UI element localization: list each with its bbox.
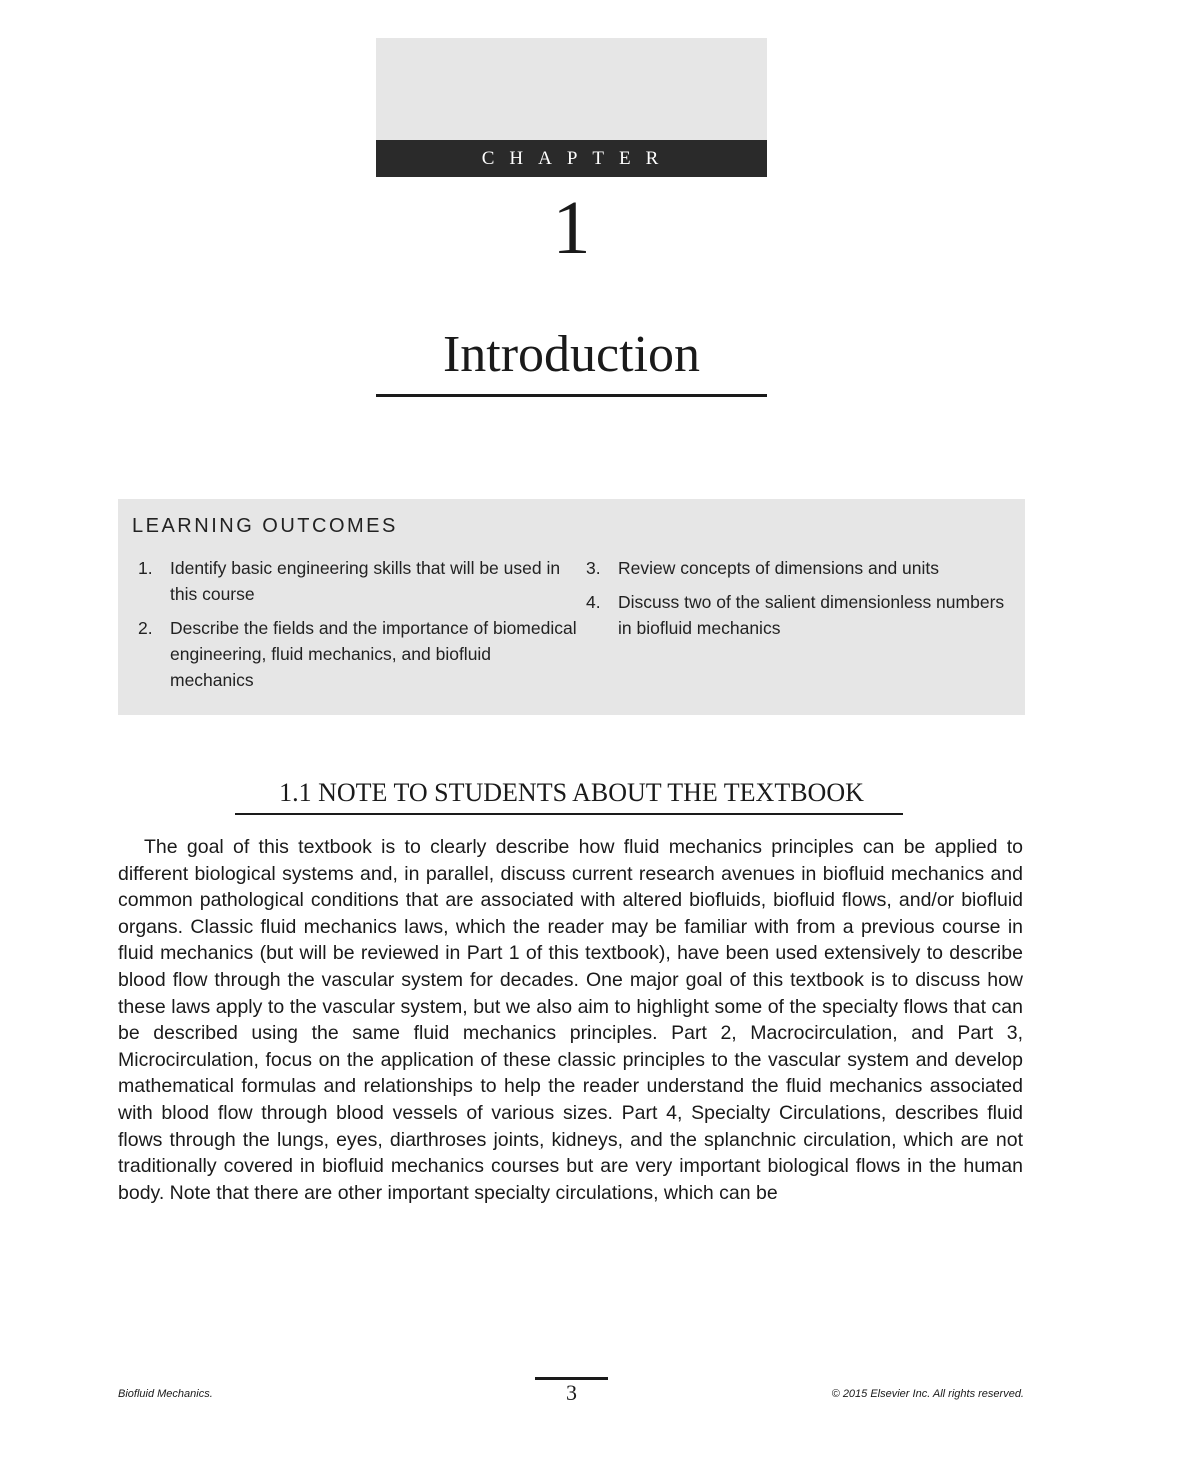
outcome-number: 3. (586, 558, 601, 578)
outcome-item (586, 589, 1006, 641)
section-heading: 1.1 NOTE TO STUDENTS ABOUT THE TEXTBOOK (279, 778, 864, 807)
learning-outcomes-heading: LEARNING OUTCOMES (132, 515, 398, 537)
outcome-number: 1. (138, 558, 153, 578)
learning-outcomes-box (118, 499, 1025, 715)
outcome-text: Describe the fields and the importance of biomedical engineering, fluid mechanics, and biofluid mechanics (170, 618, 577, 690)
outcome-item (138, 555, 578, 607)
outcomes-column-right (586, 555, 1006, 701)
outcomes-column-left (138, 555, 578, 701)
outcome-text: Discuss two of the salient dimensionless numbers in biofluid mechanics (618, 592, 1005, 638)
body-paragraph: The goal of this textbook is to clearly describe how fluid mechanics principles can be applied to different biological systems and, in parallel, discuss current research avenues in biofluid mechanics and common pathological conditions that are associated with altered biofluids, biofluid flows, and/or biofluid organs. Classic fluid mechanics laws, which the reader may be familiar with from a previous course in fluid mechanics (but will be reviewed in Part 1 of this textbook), have been used extensively to describe blood flow through the vascular system for decades. One major goal of this textbook is to discuss how these laws apply to the vascular system, but we also aim to highlight some of the specialty flows that can be described using the same fluid mechanics principles. Part 2, Macrocirculation, and Part 3, Microcirculation, focus on the application of these classic principles to the vascular system and develop mathematical formulas and relationships to help the reader understand the fluid mechanics associated with blood flow through blood vessels of various sizes. Part 4, Specialty Circulations, describes fluid flows through the lungs, eyes, diarthroses joints, kidneys, and the splanchnic circulation, which are not traditionally covered in biofluid mechanics courses but are very important biological flows in the human body. Note that there are other important specialty circulations, which can be (118, 836, 1023, 1204)
learning-outcomes-columns (132, 555, 1011, 701)
page-number: 3 (566, 1380, 577, 1405)
outcome-text: Review concepts of dimensions and units (618, 558, 940, 578)
outcome-item (138, 615, 578, 693)
chapter-label: CHAPTER (376, 140, 767, 177)
footer-copyright: © 2015 Elsevier Inc. All rights reserved. (831, 1388, 1024, 1400)
footer-book-title: Biofluid Mechanics. (118, 1388, 213, 1400)
outcome-text: Identify basic engineering skills that will be used in this course (170, 558, 561, 604)
section-rule (235, 813, 903, 815)
chapter-title: Introduction (442, 326, 701, 383)
title-rule (376, 394, 767, 397)
outcome-number: 4. (586, 592, 601, 612)
chapter-header-block (376, 38, 767, 140)
outcome-item (586, 555, 1006, 581)
chapter-number: 1 (552, 186, 591, 270)
outcome-number: 2. (138, 618, 153, 638)
